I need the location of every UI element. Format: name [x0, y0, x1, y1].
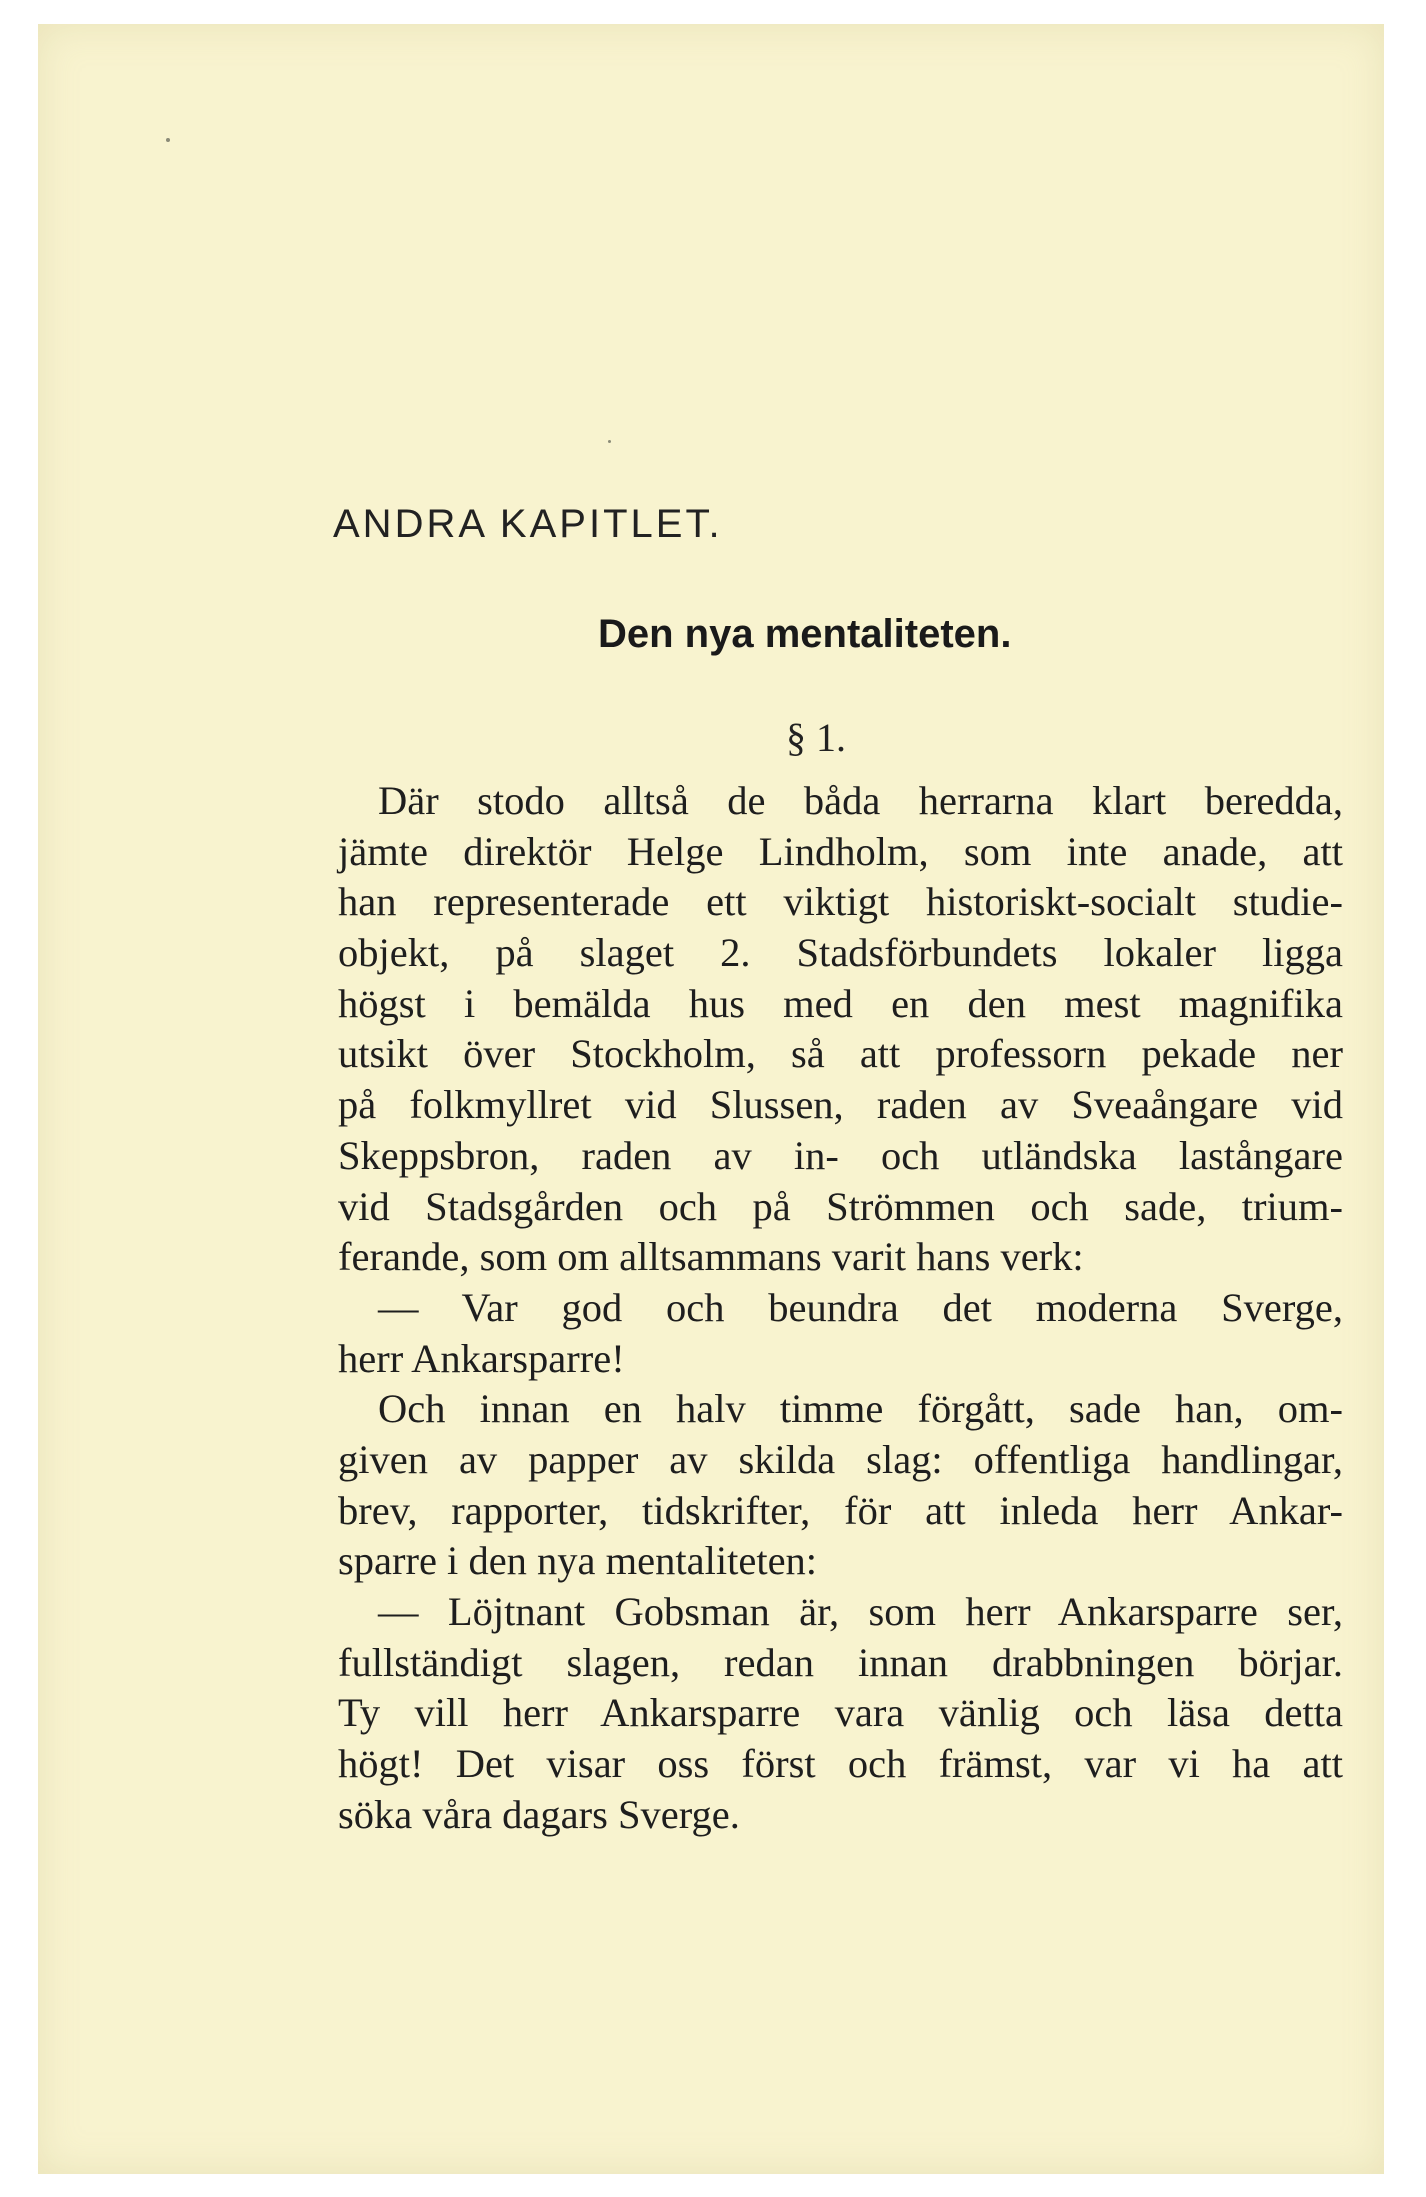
text-line: Ty vill herr Ankarsparre vara vänlig och läsa detta — [338, 1690, 1343, 1736]
text-line: — Löjtnant Gobsman är, som herr Ankarsparre ser, — [378, 1589, 1343, 1634]
section-heading: Den nya mentaliteten. — [598, 612, 1012, 656]
text-line: brev, rapporter, tidskrifter, för att inleda herr Ankar- — [338, 1487, 1343, 1533]
text-line: högt! Det visar oss först och främst, var vi ha att — [338, 1741, 1343, 1787]
text-line: Och innan en halv timme förgått, sade han, om- — [378, 1386, 1343, 1432]
text-line: fullständigt slagen, redan innan drabbningen börjar. — [338, 1639, 1343, 1685]
text-line: Skeppsbron, raden av in- och utländska lastångare — [338, 1132, 1343, 1178]
page-speck — [608, 440, 611, 443]
text-line: utsikt över Stockholm, så att professorn pekade ner — [338, 1031, 1343, 1077]
text-line: vid Stadsgården och på Strömmen och sade, trium- — [338, 1183, 1343, 1229]
text-line: given av papper av skilda slag: offentliga handlingar, — [338, 1436, 1343, 1482]
text-line: på folkmyllret vid Slussen, raden av Sveaångare vid — [338, 1082, 1343, 1128]
text-line: — Var god och beundra det moderna Sverge, — [378, 1284, 1343, 1330]
text-line: objekt, på slaget 2. Stadsförbundets lokaler ligga — [338, 930, 1343, 976]
book-page — [38, 24, 1384, 2174]
text-line: högst i bemälda hus med en den mest magnifika — [338, 980, 1343, 1026]
text-line: söka våra dagars Sverge. — [338, 1791, 740, 1837]
text-line: jämte direktör Helge Lindholm, som inte anade, att — [338, 828, 1343, 874]
section-marker: § 1. — [786, 715, 846, 760]
text-line: sparre i den nya mentaliteten: — [338, 1538, 818, 1584]
body-text — [338, 776, 1343, 1840]
text-line: ferande, som om alltsammans varit hans verk: — [338, 1234, 1084, 1280]
text-line: han representerade ett viktigt historiskt-socialt studie- — [338, 879, 1343, 925]
page-speck — [166, 138, 170, 142]
text-line: herr Ankarsparre! — [338, 1335, 625, 1381]
chapter-title: ANDRA KAPITLET. — [333, 502, 723, 546]
text-line: Där stodo alltså de båda herrarna klart beredda, — [378, 778, 1343, 823]
